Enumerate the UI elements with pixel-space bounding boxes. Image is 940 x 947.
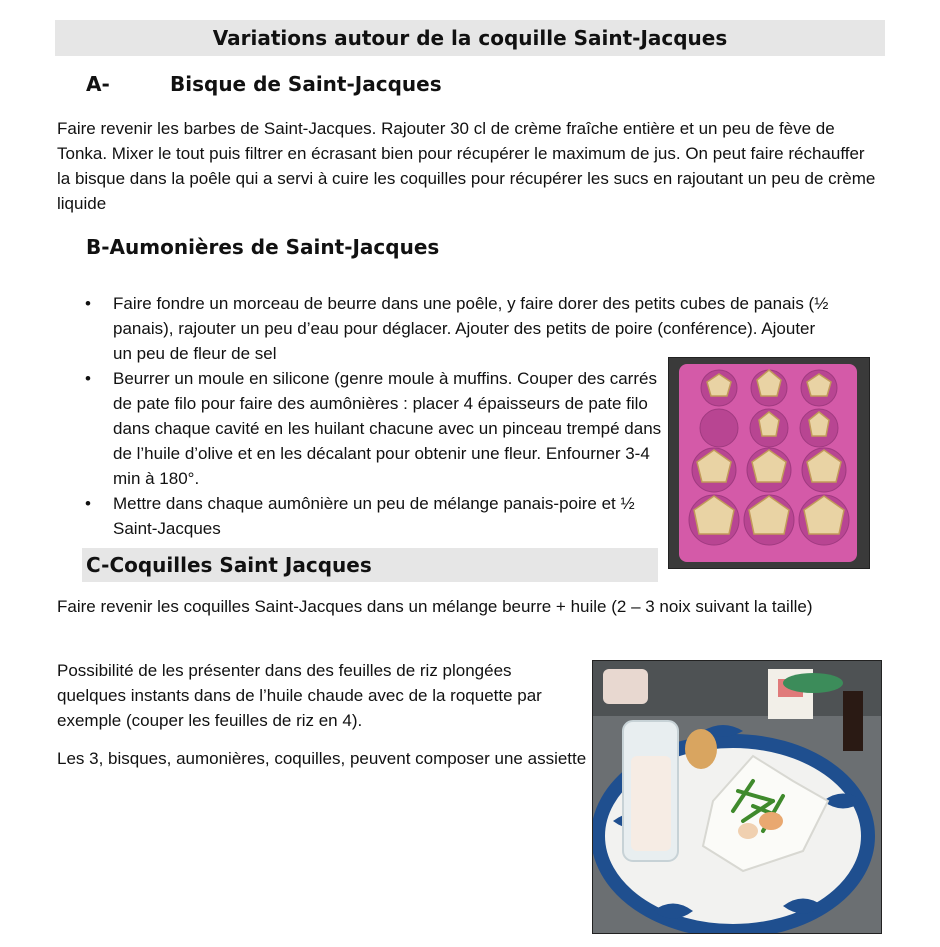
list-item: • Faire fondre un morceau de beurre dans une poêle, y faire dorer des petits cubes de panais (½ panais), rajouter un peu d’eau pour déglacer. Ajouter des petits de poire (conférence). Ajouter un peu de fleur de sel (85, 291, 833, 366)
plated-dish-photo (592, 660, 882, 934)
section-c-heading: C-Coquilles Saint Jacques (82, 548, 658, 582)
section-b-heading: B-Aumonières de Saint-Jacques (86, 235, 440, 259)
section-a-title: Bisque de Saint-Jacques (170, 72, 442, 96)
section-c-paragraph-1: Faire revenir les coquilles Saint-Jacques dans un mélange beurre + huile (2 – 3 noix suivant la taille) (57, 597, 813, 616)
document-title: Variations autour de la coquille Saint-Jacques (55, 20, 885, 56)
muffin-mold-photo (668, 357, 870, 569)
list-item: • Mettre dans chaque aumônière un peu de mélange panais-poire et ½ Saint-Jacques (85, 491, 670, 541)
section-a-heading (86, 72, 442, 96)
section-c-paragraph-3: Les 3, bisques, aumonières, coquilles, peuvent composer une assiette (57, 749, 587, 768)
section-a-paragraph: Faire revenir les barbes de Saint-Jacques. Rajouter 30 cl de crème fraîche entière et un peu de fève de Tonka. Mixer le tout puis filtrer en écrasant bien pour récupérer le maximum de jus. On peut faire réchauffer la bisque dans la poêle qui a servi à cuire les coquilles pour récupérer les sucs en rajoutant un peu de crème liquide (57, 119, 876, 213)
section-a-letter: A- (86, 72, 110, 96)
list-item: • Beurrer un moule en silicone (genre moule à muffins. Couper des carrés de pate filo pour faire des aumônières : placer 4 épaisseurs de pate filo dans chaque cavité en les huilant chacune avec un pinceau trempé dans de l’huile d’olive et en les décalant pour obtenir une fleur. Enfourner 3-4 min à 180°. (85, 366, 670, 491)
section-c-paragraph-2: Possibilité de les présenter dans des feuilles de riz plongées quelques instants dans de l’huile chaude avec de la roquette par exemple (couper les feuilles de riz en 4). (57, 661, 542, 730)
section-b-list (85, 291, 829, 541)
